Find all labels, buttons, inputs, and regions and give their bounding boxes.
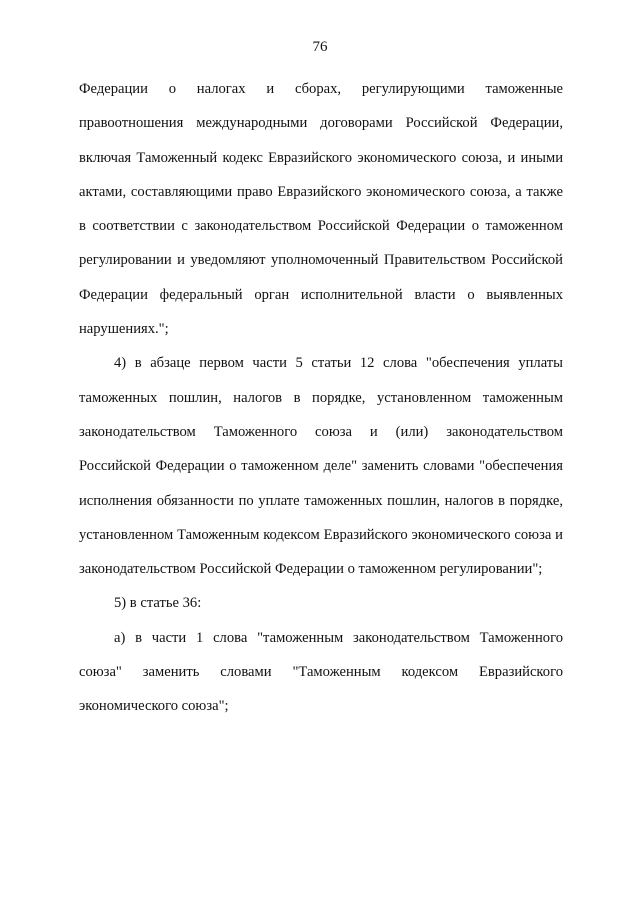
paragraph-item-5a: а) в части 1 слова "таможенным законодательством Таможенного союза" заменить словами "Таможенным кодексом Евразийского экономического союза"; xyxy=(79,629,563,715)
document-body xyxy=(79,72,563,724)
paragraph-continuation: Федерации о налогах и сборах, регулирующими таможенные правоотношения международными договорами Российской Федерации, включая Таможенный кодекс Евразийского экономического союза, и иными актами, составляющими право Евразийского экономического союза, а также в соответствии с законодательством Российской Федерации о таможенном регулировании и уведомляют уполномоченный Правительством Российской Федерации федеральный орган исполнительной власти о выявленных нарушениях."; xyxy=(79,81,563,338)
paragraph-item-5: 5) в статье 36: xyxy=(114,595,202,612)
paragraph-item-4: 4) в абзаце первом части 5 статьи 12 слова "обеспечения уплаты таможенных пошлин, налогов в порядке, установленном таможенным законодательством Таможенного союза и (или) законодательством Российской Федерации о таможенном деле" заменить словами "обеспечения исполнения обязанности по уплате таможенных пошлин, налогов в порядке, установленном Таможенным кодексом Евразийского экономического союза и законодательством Российской Федерации о таможенном регулировании"; xyxy=(79,355,563,578)
page-number: 76 xyxy=(312,39,328,55)
